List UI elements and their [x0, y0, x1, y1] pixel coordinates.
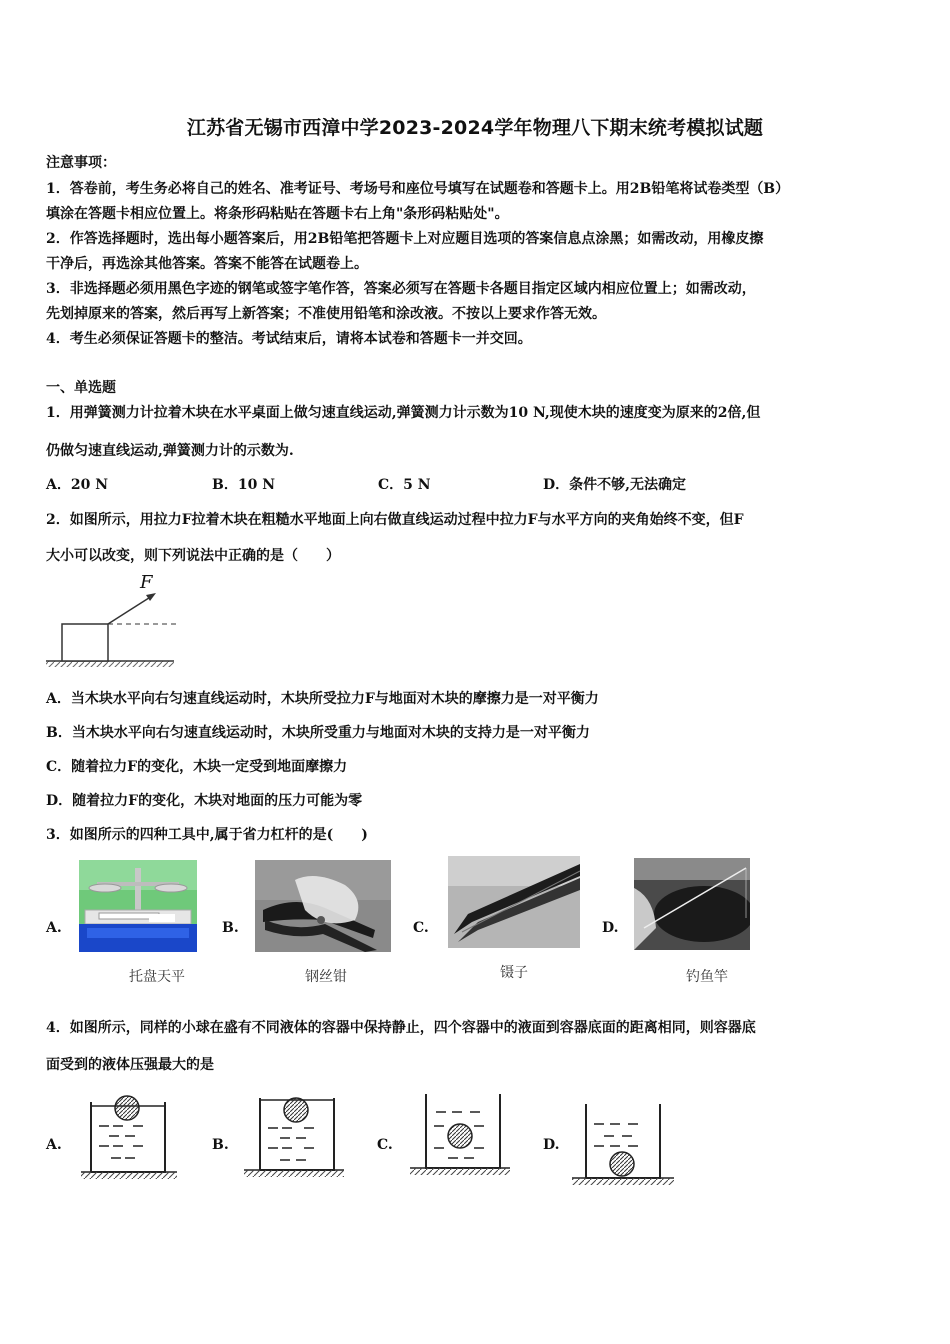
q3-label-d: D. — [602, 920, 619, 936]
container-a-diagram — [79, 1094, 179, 1186]
container-c-diagram — [408, 1092, 512, 1184]
q2-option-b: B．当木块水平向右匀速直线运动时，木块所受重力与地面对木块的支持力是一对平衡力 — [46, 725, 590, 741]
q2-option-c: C．随着拉力F的变化，木块一定受到地面摩擦力 — [46, 759, 348, 775]
q2-stem: 大小可以改变，则下列说法中正确的是（ ） — [46, 548, 340, 564]
notes-line: 填涂在答题卡相应位置上。将条形码粘贴在答题卡右上角"条形码粘贴处"。 — [46, 206, 509, 222]
notes-line: 1．答卷前，考生务必将自己的姓名、准考证号、考场号和座位号填写在试题卷和答题卡上。用2B铅笔将试卷类型（B） — [46, 181, 790, 197]
q4-stem: 面受到的液体压强最大的是 — [46, 1057, 214, 1073]
q4-stem: 4．如图所示，同样的小球在盛有不同液体的容器中保持静止，四个容器中的液面到容器底面的距离相同，则容器底 — [46, 1020, 756, 1036]
q3-stem: 3．如图所示的四种工具中,属于省力杠杆的是( ) — [46, 827, 368, 843]
q2-option-d: D．随着拉力F的变化，木块对地面的压力可能为零 — [46, 793, 363, 809]
q2-option-a: A．当木块水平向右匀速直线运动时，木块所受拉力F与地面对木块的摩擦力是一对平衡力 — [46, 691, 599, 707]
q4-label-b: B. — [212, 1137, 229, 1153]
notes-line: 3．非选择题必须用黑色字迹的钢笔或签字笔作答，答案必须写在答题卡各题目指定区域内相应位置上；如需改动， — [46, 281, 756, 297]
page-title: 江苏省无锡市西漳中学2023-2024学年物理八下期末统考模拟试题 — [186, 117, 764, 139]
wire-pliers-image — [255, 860, 391, 952]
q1-option-b: B．10 N — [212, 477, 275, 493]
container-b-diagram — [242, 1092, 346, 1184]
q3-caption-a: 托盘天平 — [129, 969, 185, 985]
tweezers-image — [448, 856, 580, 948]
q4-label-a: A. — [46, 1137, 62, 1153]
q3-label-c: C. — [413, 920, 429, 936]
q2-stem: 2．如图所示，用拉力F拉着木块在粗糙水平地面上向右做直线运动过程中拉力F与水平方向的夹角始终不变，但F — [46, 512, 744, 528]
q2-force-diagram — [42, 572, 182, 674]
notes-line: 干净后，再选涂其他答案。答案不能答在试题卷上。 — [46, 256, 368, 272]
notes-line: 4．考生必须保证答题卡的整洁。考试结束后，请将本试卷和答题卡一并交回。 — [46, 331, 532, 347]
q1-option-d: D．条件不够,无法确定 — [543, 477, 687, 493]
q3-label-a: A. — [46, 920, 62, 936]
q1-option-a: A．20 N — [46, 477, 109, 493]
q1-stem: 仍做匀速直线运动,弹簧测力计的示数为. — [46, 443, 294, 459]
q3-caption-b: 钢丝钳 — [305, 969, 347, 985]
notes-line: 先划掉原来的答案，然后再写上新答案；不准使用铅笔和涂改液。不按以上要求作答无效。 — [46, 306, 606, 322]
section-heading: 一、单选题 — [46, 380, 116, 396]
q1-option-c: C．5 N — [378, 477, 431, 493]
q4-label-d: D. — [543, 1137, 560, 1153]
q3-label-b: B. — [222, 920, 239, 936]
q3-caption-c: 镊子 — [500, 965, 528, 981]
force-label: F — [140, 572, 153, 593]
fishing-rod-image — [634, 858, 750, 950]
q4-label-c: C. — [377, 1137, 393, 1153]
wooden-block — [62, 624, 108, 661]
balance-scale-image — [79, 860, 197, 952]
q1-stem: 1．用弹簧测力计拉着木块在水平桌面上做匀速直线运动,弹簧测力计示数为10 N,现使木块的速度变为原来的2倍,但 — [46, 405, 761, 421]
ground-hatch — [46, 661, 174, 667]
notes-line: 2．作答选择题时，选出每小题答案后，用2B铅笔把答题卡上对应题目选项的答案信息点涂黑；如需改动，用橡皮擦 — [46, 231, 764, 247]
q3-caption-d: 钓鱼竿 — [686, 969, 728, 985]
container-d-diagram — [572, 1096, 676, 1188]
force-arrow — [108, 596, 152, 624]
notes-heading: 注意事项： — [46, 155, 116, 171]
